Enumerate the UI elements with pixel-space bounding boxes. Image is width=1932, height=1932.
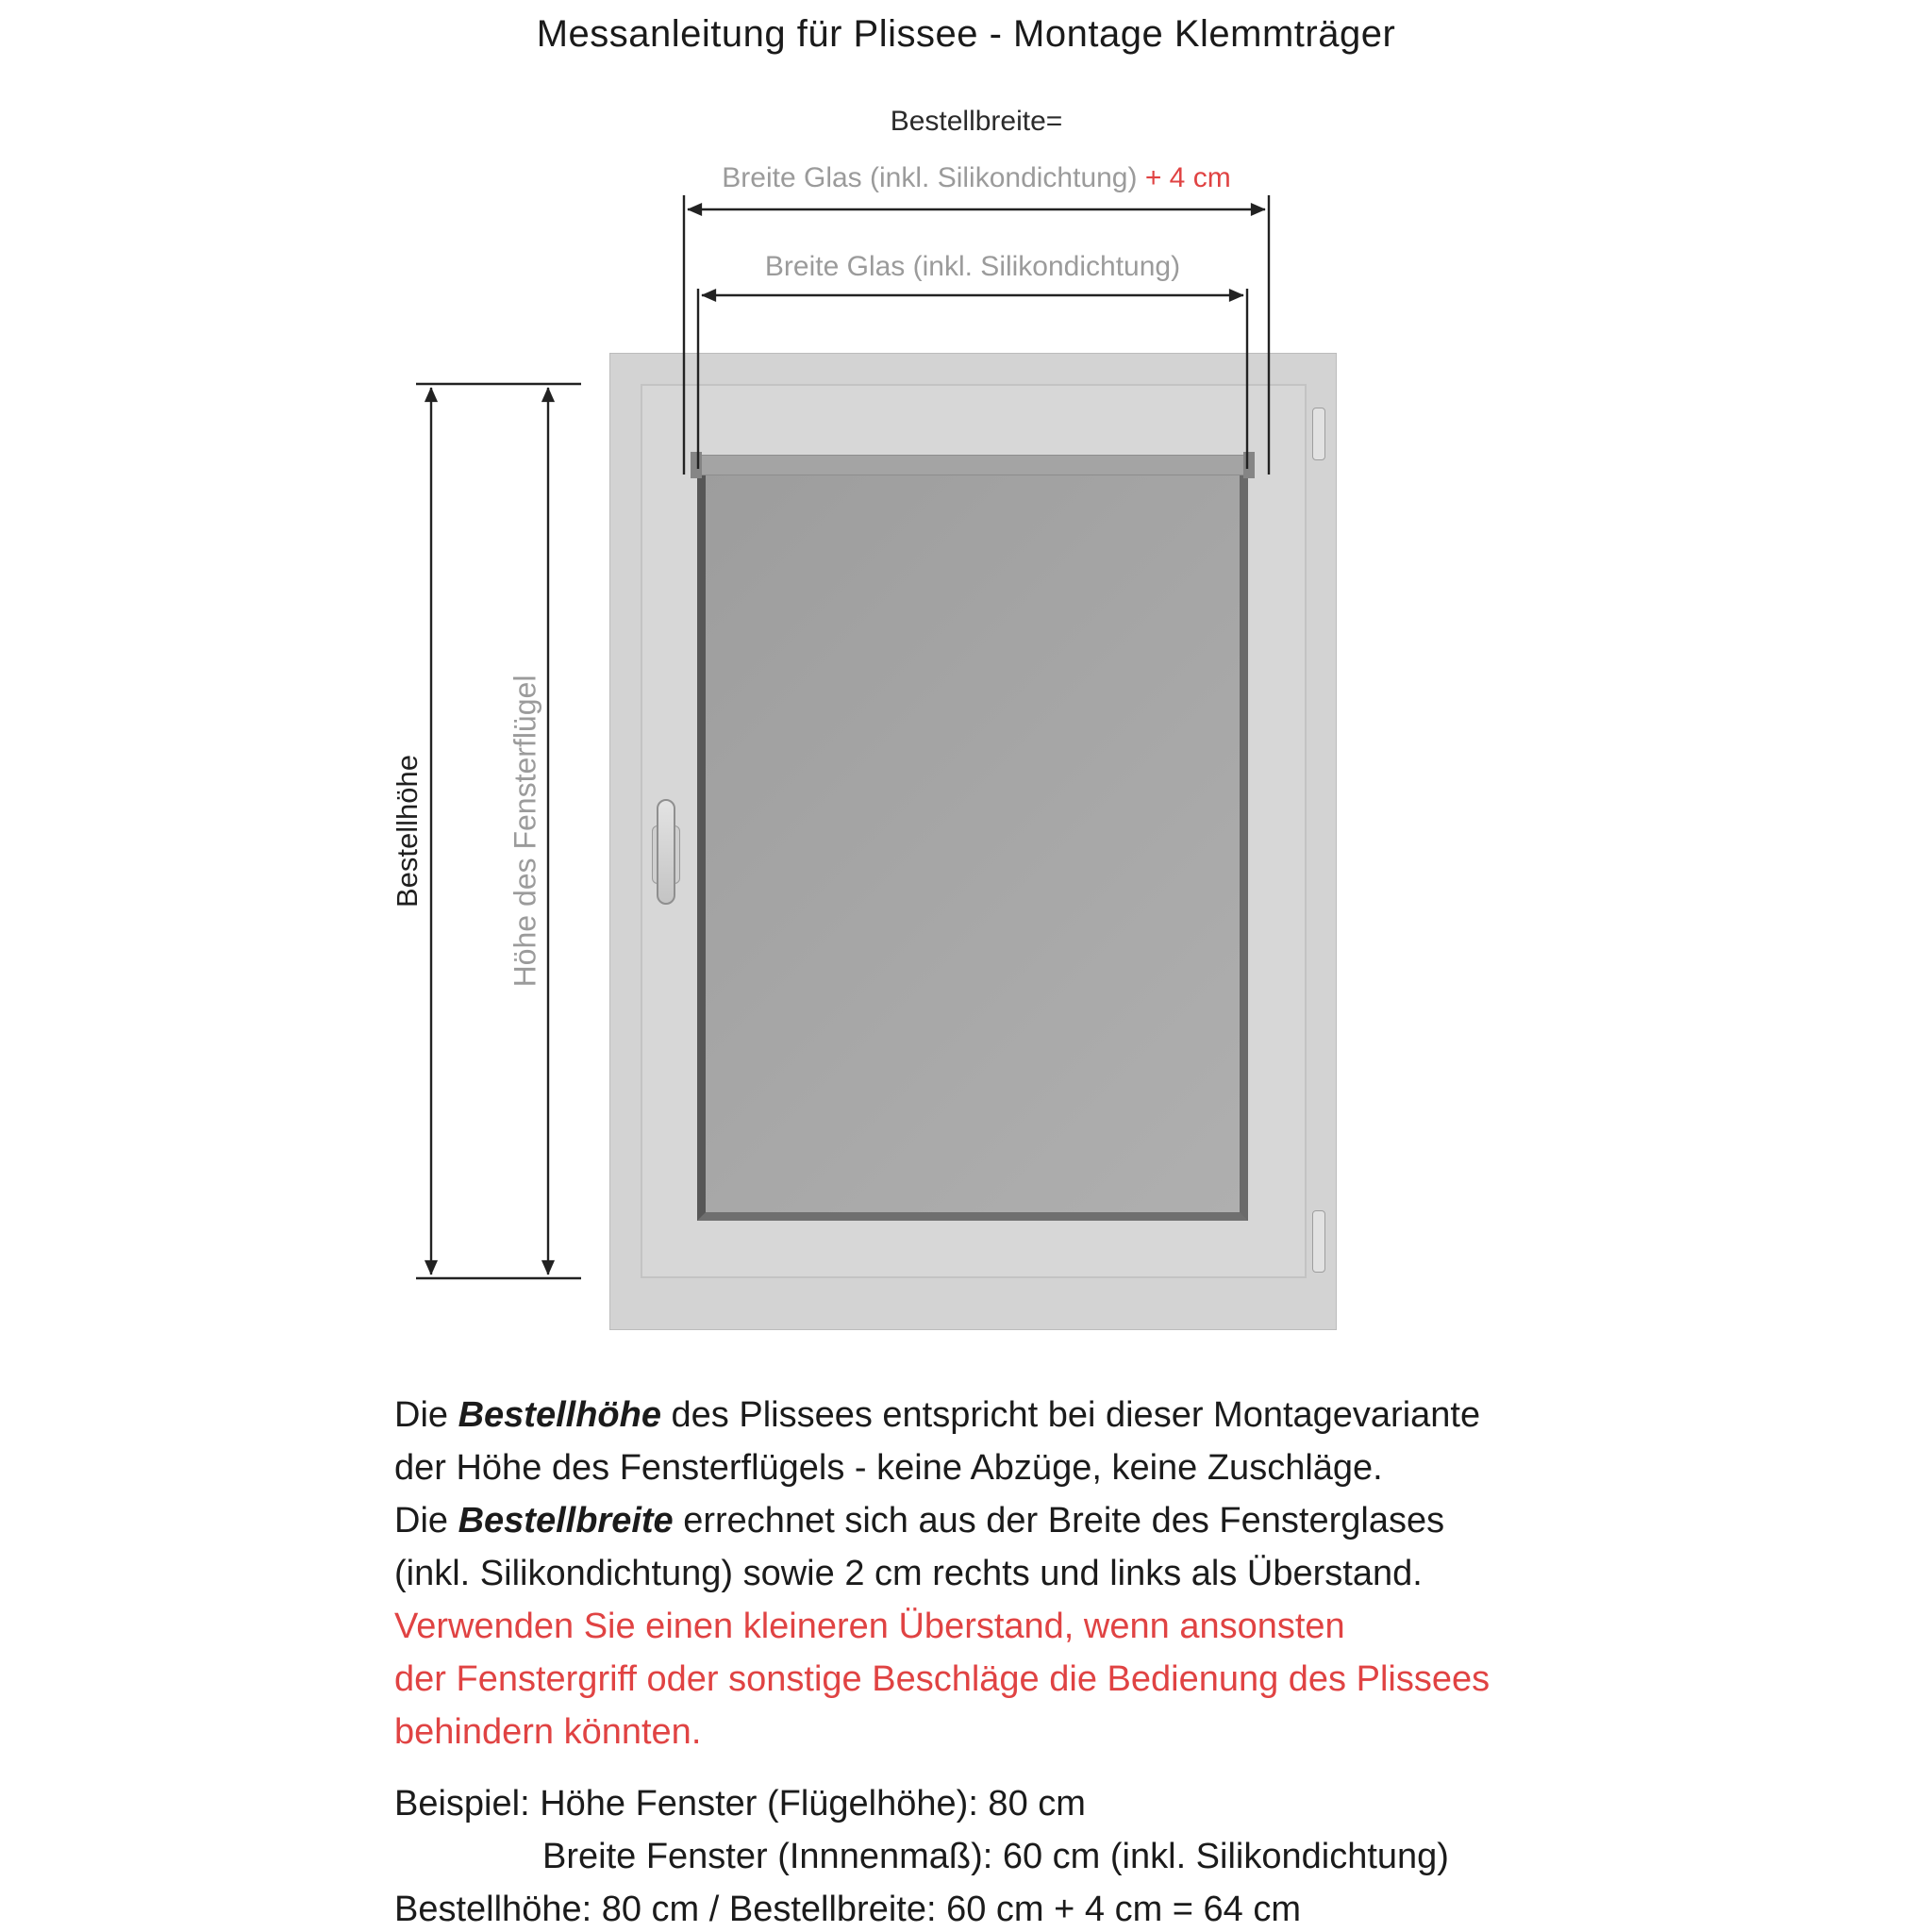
hinge-top — [1312, 408, 1325, 460]
warning-line-1: Verwenden Sie einen kleineren Überstand, wenn ansonsten — [394, 1607, 1345, 1646]
window-frame — [609, 353, 1337, 1330]
glass-width-label: Breite Glas (inkl. Silikondichtung) — [764, 251, 1181, 282]
warning-line-2: der Fenstergriff oder sonstige Beschläge die Bedienung des Plissees — [394, 1659, 1491, 1699]
example-line-3: Bestellhöhe: 80 cm / Bestellbreite: 60 cm + 4 cm = 64 cm — [394, 1890, 1302, 1929]
glass-width-plus-extra: + 4 cm — [1144, 162, 1231, 193]
hinge-bottom — [1312, 1210, 1325, 1273]
body-line-2: der Höhe des Fensterflügels - keine Abzüge, keine Zuschläge. — [394, 1448, 1383, 1488]
body-emphasis-bestellbreite: Bestellbreite — [458, 1501, 674, 1541]
body-line-3 — [394, 1501, 1444, 1541]
example-line-1: Beispiel: Höhe Fenster (Flügelhöhe): 80 cm — [394, 1784, 1086, 1824]
clamp-bracket-right — [1243, 452, 1255, 478]
body-line-4: (inkl. Silikondichtung) sowie 2 cm rechts und links als Überstand. — [394, 1554, 1423, 1593]
warning-line-3: behindern könnten. — [394, 1712, 702, 1752]
body-line-1 — [394, 1395, 1480, 1436]
body-text: Die — [394, 1501, 458, 1541]
body-emphasis-bestellhoehe: Bestellhöhe — [458, 1395, 661, 1435]
order-width-label: Bestellbreite= — [890, 106, 1063, 137]
plissee-head-rail — [691, 455, 1255, 475]
page-title: Messanleitung für Plissee - Montage Klemmträger — [536, 13, 1396, 55]
glass-width-plus-text: Breite Glas (inkl. Silikondichtung) — [722, 162, 1145, 193]
sash-height-label: Höhe des Fensterflügel — [508, 675, 542, 988]
clamp-bracket-left — [691, 452, 702, 478]
window-glass — [697, 457, 1248, 1221]
window-handle — [657, 799, 675, 905]
body-text: Die — [394, 1395, 458, 1435]
body-text: errechnet sich aus der Breite des Fensterglases — [673, 1501, 1445, 1541]
order-height-label: Bestellhöhe — [391, 754, 424, 908]
glass-width-plus-label — [665, 162, 1288, 194]
example-line-2: Breite Fenster (Innnenmaß): 60 cm (inkl. Silikondichtung) — [542, 1837, 1449, 1876]
body-text: des Plissees entspricht bei dieser Montagevariante — [660, 1395, 1481, 1435]
